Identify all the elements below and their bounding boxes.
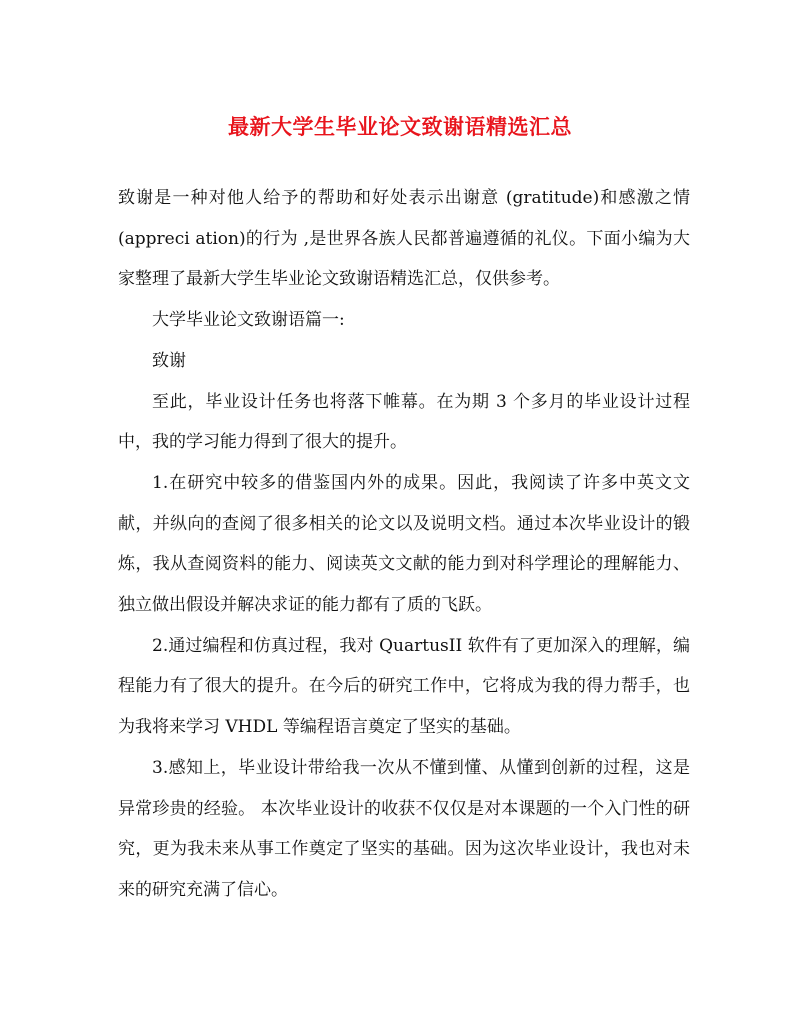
paragraph-section-heading: 大学毕业论文致谢语篇一: bbox=[152, 310, 345, 331]
paragraph-acknowledgement-heading: 致谢 bbox=[152, 350, 186, 371]
paragraph-intro: 致谢是一种对他人给予的帮助和好处表示出谢意 (gratitude)和感激之情 (appreci ation)的行为 ,是世界各族人民都普遍遵循的礼仪。下面小编为大家整理了最新大学生毕业论文致谢语精选汇总，仅供参考。 bbox=[118, 188, 690, 290]
paragraph-point-1: 1.在研究中较多的借鉴国内外的成果。因此，我阅读了许多中英文文献，并纵向的查阅了很多相关的论文以及说明文档。通过本次毕业设计的锻炼，我从查阅资料的能力、阅读英文文献的能力到对科学理论的理解能力、独立做出假设并解决求证的能力都有了质的飞跃。 bbox=[118, 472, 690, 616]
paragraph-point-3: 3.感知上，毕业设计带给我一次从不懂到懂、从懂到创新的过程，这是异常珍贵的经验。 本次毕业设计的收获不仅仅是对本课题的一个入门性的研究，更为我未来从事工作奠定了坚实的基础。因为这次毕业设计，我也对未来的研究充满了信心。 bbox=[118, 757, 690, 900]
paragraph-opening: 至此，毕业设计任务也将落下帷幕。在为期 3 个多月的毕业设计过程中，我的学习能力得到了很大的提升。 bbox=[118, 391, 690, 453]
paragraph-point-2: 2.通过编程和仿真过程，我对 QuartusII 软件有了更加深入的理解，编程能力有了很大的提升。在今后的研究工作中，它将成为我的得力帮手，也为我将来学习 VHDL 等编程语言奠定了坚实的基础。 bbox=[118, 635, 690, 738]
document-body bbox=[118, 178, 690, 911]
document-title: 最新大学生毕业论文致谢语精选汇总 bbox=[228, 114, 572, 139]
